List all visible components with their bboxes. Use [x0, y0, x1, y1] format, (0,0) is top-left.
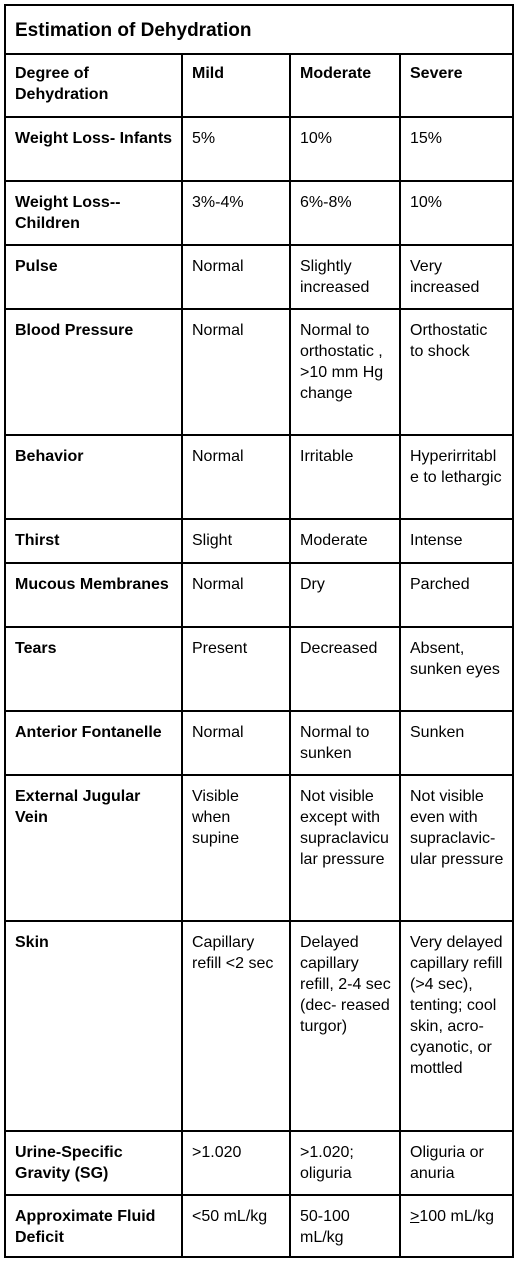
row-label: Thirst	[6, 519, 182, 563]
row-label: Pulse	[6, 245, 182, 309]
cell-severe: 10%	[400, 181, 512, 245]
cell-mild: >1.020	[182, 1131, 290, 1195]
cell-mild: 5%	[182, 117, 290, 181]
cell-severe	[400, 1195, 512, 1256]
table-row	[6, 1131, 512, 1195]
cell-moderate: Irritable	[290, 435, 400, 519]
cell-severe: Not visible even with supraclavic- ular pressure	[400, 775, 512, 921]
cell-severe: Intense	[400, 519, 512, 563]
cell-mild: Present	[182, 627, 290, 711]
cell-moderate: 6%-8%	[290, 181, 400, 245]
cell-mild: Normal	[182, 309, 290, 435]
cell-moderate: 10%	[290, 117, 400, 181]
cell-moderate: Moderate	[290, 519, 400, 563]
cell-moderate: Not visible except with supraclavicular pressure	[290, 775, 400, 921]
header-row	[6, 53, 512, 117]
table-row	[6, 181, 512, 245]
cell-severe: Very delayed capillary refill (>4 sec), tenting; cool skin, acro- cyanotic, or mottled	[400, 921, 512, 1131]
table-title: Estimation of Dehydration	[6, 6, 512, 55]
cell-mild: Normal	[182, 435, 290, 519]
row-label: Behavior	[6, 435, 182, 519]
cell-moderate: Normal to orthostatic , >10 mm Hg change	[290, 309, 400, 435]
row-label: Weight Loss- Infants	[6, 117, 182, 181]
row-label: Weight Loss-- Children	[6, 181, 182, 245]
cell-mild: Visible when supine	[182, 775, 290, 921]
cell-severe: Absent, sunken eyes	[400, 627, 512, 711]
greater-than-or-equal-symbol: >	[410, 1208, 420, 1225]
cell-severe: Very increased	[400, 245, 512, 309]
cell-mild: Normal	[182, 563, 290, 627]
cell-severe: Parched	[400, 563, 512, 627]
cell-moderate: Normal to sunken	[290, 711, 400, 775]
dehydration-table	[6, 53, 512, 1256]
header-severe: Severe	[400, 53, 512, 117]
cell-moderate: Dry	[290, 563, 400, 627]
cell-mild: Slight	[182, 519, 290, 563]
cell-severe: Oliguria or anuria	[400, 1131, 512, 1195]
cell-severe: Hyperirritable to lethargic	[400, 435, 512, 519]
cell-moderate: >1.020; oliguria	[290, 1131, 400, 1195]
table-row	[6, 519, 512, 563]
cell-severe: Orthostatic to shock	[400, 309, 512, 435]
table-row	[6, 627, 512, 711]
table-row	[6, 1195, 512, 1256]
row-label: Anterior Fontanelle	[6, 711, 182, 775]
header-label: Degree of Dehydration	[6, 53, 182, 117]
cell-mild: Normal	[182, 711, 290, 775]
cell-moderate: 50-100 mL/kg	[290, 1195, 400, 1256]
header-moderate: Moderate	[290, 53, 400, 117]
row-label: Tears	[6, 627, 182, 711]
cell-severe: 15%	[400, 117, 512, 181]
cell-mild: Capillary refill <2 sec	[182, 921, 290, 1131]
table-row	[6, 775, 512, 921]
row-label: Urine-Specific Gravity (SG)	[6, 1131, 182, 1195]
dehydration-table-frame	[4, 4, 514, 1258]
cell-moderate: Decreased	[290, 627, 400, 711]
table-row	[6, 309, 512, 435]
table-row	[6, 245, 512, 309]
row-label: Mucous Membranes	[6, 563, 182, 627]
cell-moderate: Delayed capillary refill, 2-4 sec (dec- reased turgor)	[290, 921, 400, 1131]
header-mild: Mild	[182, 53, 290, 117]
cell-moderate: Slightly increased	[290, 245, 400, 309]
table-row	[6, 563, 512, 627]
row-label: Approximate Fluid Deficit	[6, 1195, 182, 1256]
table-row	[6, 117, 512, 181]
cell-severe-value: 100 mL/kg	[419, 1208, 495, 1225]
cell-mild: <50 mL/kg	[182, 1195, 290, 1256]
table-row	[6, 711, 512, 775]
table-row	[6, 435, 512, 519]
cell-mild: 3%-4%	[182, 181, 290, 245]
row-label: Blood Pressure	[6, 309, 182, 435]
row-label: External Jugular Vein	[6, 775, 182, 921]
cell-severe: Sunken	[400, 711, 512, 775]
cell-mild: Normal	[182, 245, 290, 309]
row-label: Skin	[6, 921, 182, 1131]
table-row	[6, 921, 512, 1131]
